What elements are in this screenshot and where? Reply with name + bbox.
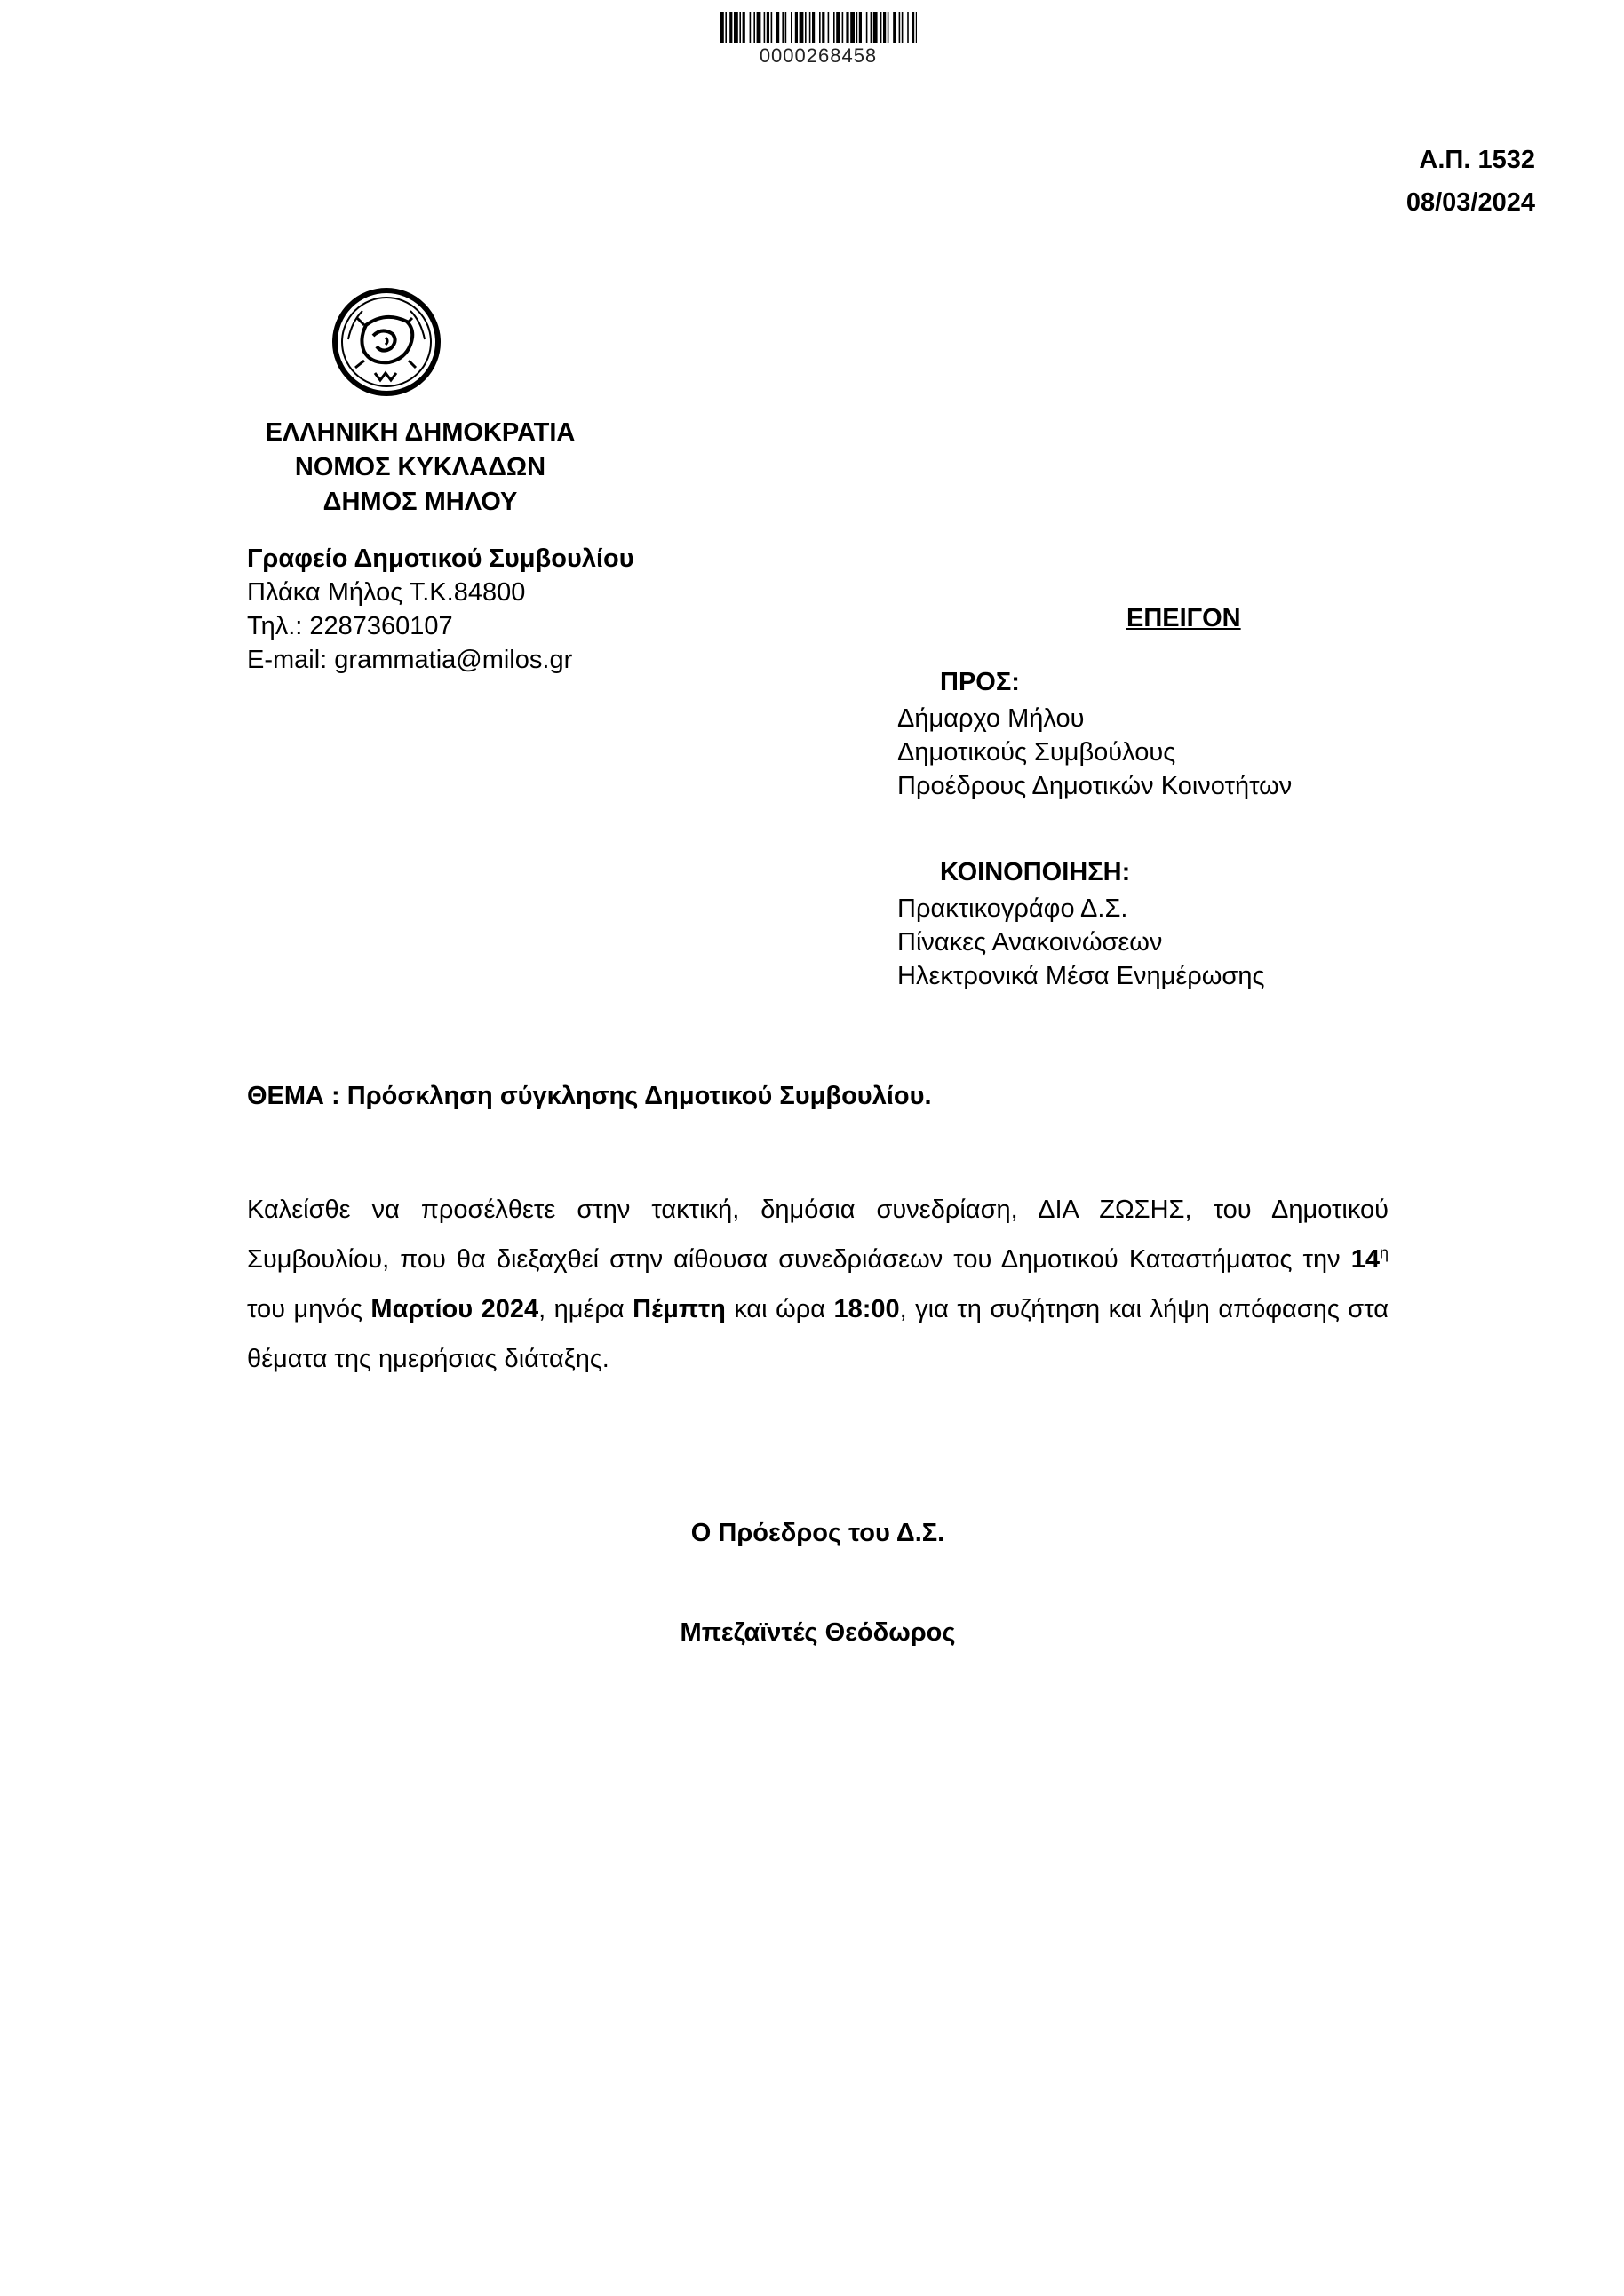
protocol-block xyxy=(1406,139,1535,224)
barcode-bar xyxy=(856,12,858,43)
barcode-bar xyxy=(822,12,824,43)
header-municipality: ΔΗΜΟΣ ΜΗΛΟΥ xyxy=(322,488,518,516)
body-outro: , για τη συζήτηση και λήψη απόφασης στα θέματα της ημερήσιας διάταξης. xyxy=(247,1295,1389,1373)
protocol-number: Α.Π. 1532 xyxy=(1419,146,1535,174)
barcode-bar xyxy=(729,12,732,43)
barcode-bar xyxy=(764,12,766,43)
barcode-bar xyxy=(809,12,811,43)
barcode-bar xyxy=(795,12,798,43)
office-name: Γραφείο Δημοτικού Συμβουλίου xyxy=(247,544,634,573)
barcode-bar xyxy=(725,12,727,43)
barcode-bar xyxy=(750,12,752,43)
meeting-time: 18:00 xyxy=(833,1295,900,1323)
barcode-bar xyxy=(916,12,917,43)
barcode-bar xyxy=(743,12,745,43)
barcode-bar xyxy=(791,12,792,43)
barcode-bar xyxy=(753,12,755,43)
office-email: E-mail: grammatia@milos.gr xyxy=(247,646,573,674)
barcode-bar xyxy=(871,12,872,43)
barcode-bar xyxy=(771,12,773,43)
office-phone: Τηλ.: 2287360107 xyxy=(247,612,453,640)
barcode-bar xyxy=(842,12,844,43)
recipient-item: Δημοτικούς Συμβούλους xyxy=(897,738,1176,767)
barcode xyxy=(720,12,917,43)
office-address: Πλάκα Μήλος Τ.Κ.84800 xyxy=(247,578,526,607)
barcode-bar xyxy=(785,12,787,43)
barcode-bar xyxy=(767,12,769,43)
barcode-bar xyxy=(850,12,855,43)
barcode-bar xyxy=(883,12,886,43)
meeting-day: 14 xyxy=(1350,1245,1380,1274)
barcode-bar xyxy=(739,12,741,43)
barcode-bar xyxy=(720,12,724,43)
municipal-seal-icon xyxy=(330,286,442,398)
barcode-bar xyxy=(734,12,738,43)
barcode-bar xyxy=(866,12,868,43)
barcode-bar xyxy=(833,12,835,43)
barcode-bar xyxy=(912,12,914,43)
meeting-month-year: Μαρτίου 2024 xyxy=(370,1295,539,1323)
barcode-bar xyxy=(899,12,901,43)
body-intro: Καλείσθε να προσέλθετε στην τακτική, δημόσια συνεδρίαση, ΔΙΑ ΖΩΣΗΣ, του Δημοτικού Συμβουλίου, που θα διεξαχθεί στην αίθουσα συνεδριάσεων του Δημοτικού Καταστήματος την xyxy=(247,1196,1389,1274)
issuer-header xyxy=(247,416,593,520)
recipient-item: Προέδρους Δημοτικών Κοινοτήτων xyxy=(897,772,1293,800)
barcode-bar xyxy=(828,12,830,43)
barcode-bar xyxy=(819,12,821,43)
body-time-label: και ώρα xyxy=(725,1295,834,1323)
signature-title: Ο Πρόεδρος του Δ.Σ. xyxy=(690,1519,945,1547)
barcode-bar xyxy=(907,12,909,43)
barcode-bar xyxy=(893,12,896,43)
barcode-bar xyxy=(800,12,804,43)
barcode-bar xyxy=(846,12,848,43)
barcode-number: 0000268458 xyxy=(759,44,878,67)
barcode-bar xyxy=(757,12,761,43)
header-prefecture: ΝΟΜΟΣ ΚΥΚΛΑΔΩΝ xyxy=(294,453,546,481)
barcode-bar xyxy=(812,12,815,43)
barcode-bar xyxy=(880,12,882,43)
cc-title: ΚΟΙΝΟΠΟΙΗΣΗ: xyxy=(940,858,1131,886)
recipients-title: ΠΡΟΣ: xyxy=(940,668,1020,696)
header-country: ΕΛΛΗΝΙΚΗ ΔΗΜΟΚΡΑΤΙΑ xyxy=(265,418,576,447)
barcode-bar xyxy=(902,12,904,43)
meeting-day-suffix: η xyxy=(1379,1243,1389,1262)
barcode-bar xyxy=(836,12,840,43)
protocol-date: 08/03/2024 xyxy=(1405,188,1535,217)
barcode-bar xyxy=(888,12,889,43)
body-of-month: του μηνός xyxy=(247,1295,371,1323)
cc-list xyxy=(897,892,1264,993)
barcode-bar xyxy=(782,12,784,43)
subject-line: ΘΕΜΑ : Πρόσκληση σύγκλησης Δημοτικού Συμβουλίου. xyxy=(247,1082,932,1110)
barcode-bar xyxy=(873,12,878,43)
recipients-list xyxy=(897,702,1292,803)
body-day-label: , ημέρα xyxy=(538,1295,633,1323)
barcode-bar xyxy=(805,12,807,43)
meeting-weekday: Πέμπτη xyxy=(633,1295,726,1323)
cc-item: Πίνακες Ανακοινώσεων xyxy=(897,928,1163,957)
signature-name: Μπεζαϊντές Θεόδωρος xyxy=(680,1618,956,1647)
body-paragraph xyxy=(247,1185,1389,1384)
office-contact xyxy=(247,542,634,677)
cc-item: Ηλεκτρονικά Μέσα Ενημέρωσης xyxy=(897,962,1265,990)
barcode-bar xyxy=(776,12,779,43)
barcode-bar xyxy=(859,12,862,43)
cc-item: Πρακτικογράφο Δ.Σ. xyxy=(897,894,1128,923)
urgent-label: ΕΠΕΙΓΟΝ xyxy=(1126,604,1241,632)
recipient-item: Δήμαρχο Μήλου xyxy=(897,704,1085,733)
